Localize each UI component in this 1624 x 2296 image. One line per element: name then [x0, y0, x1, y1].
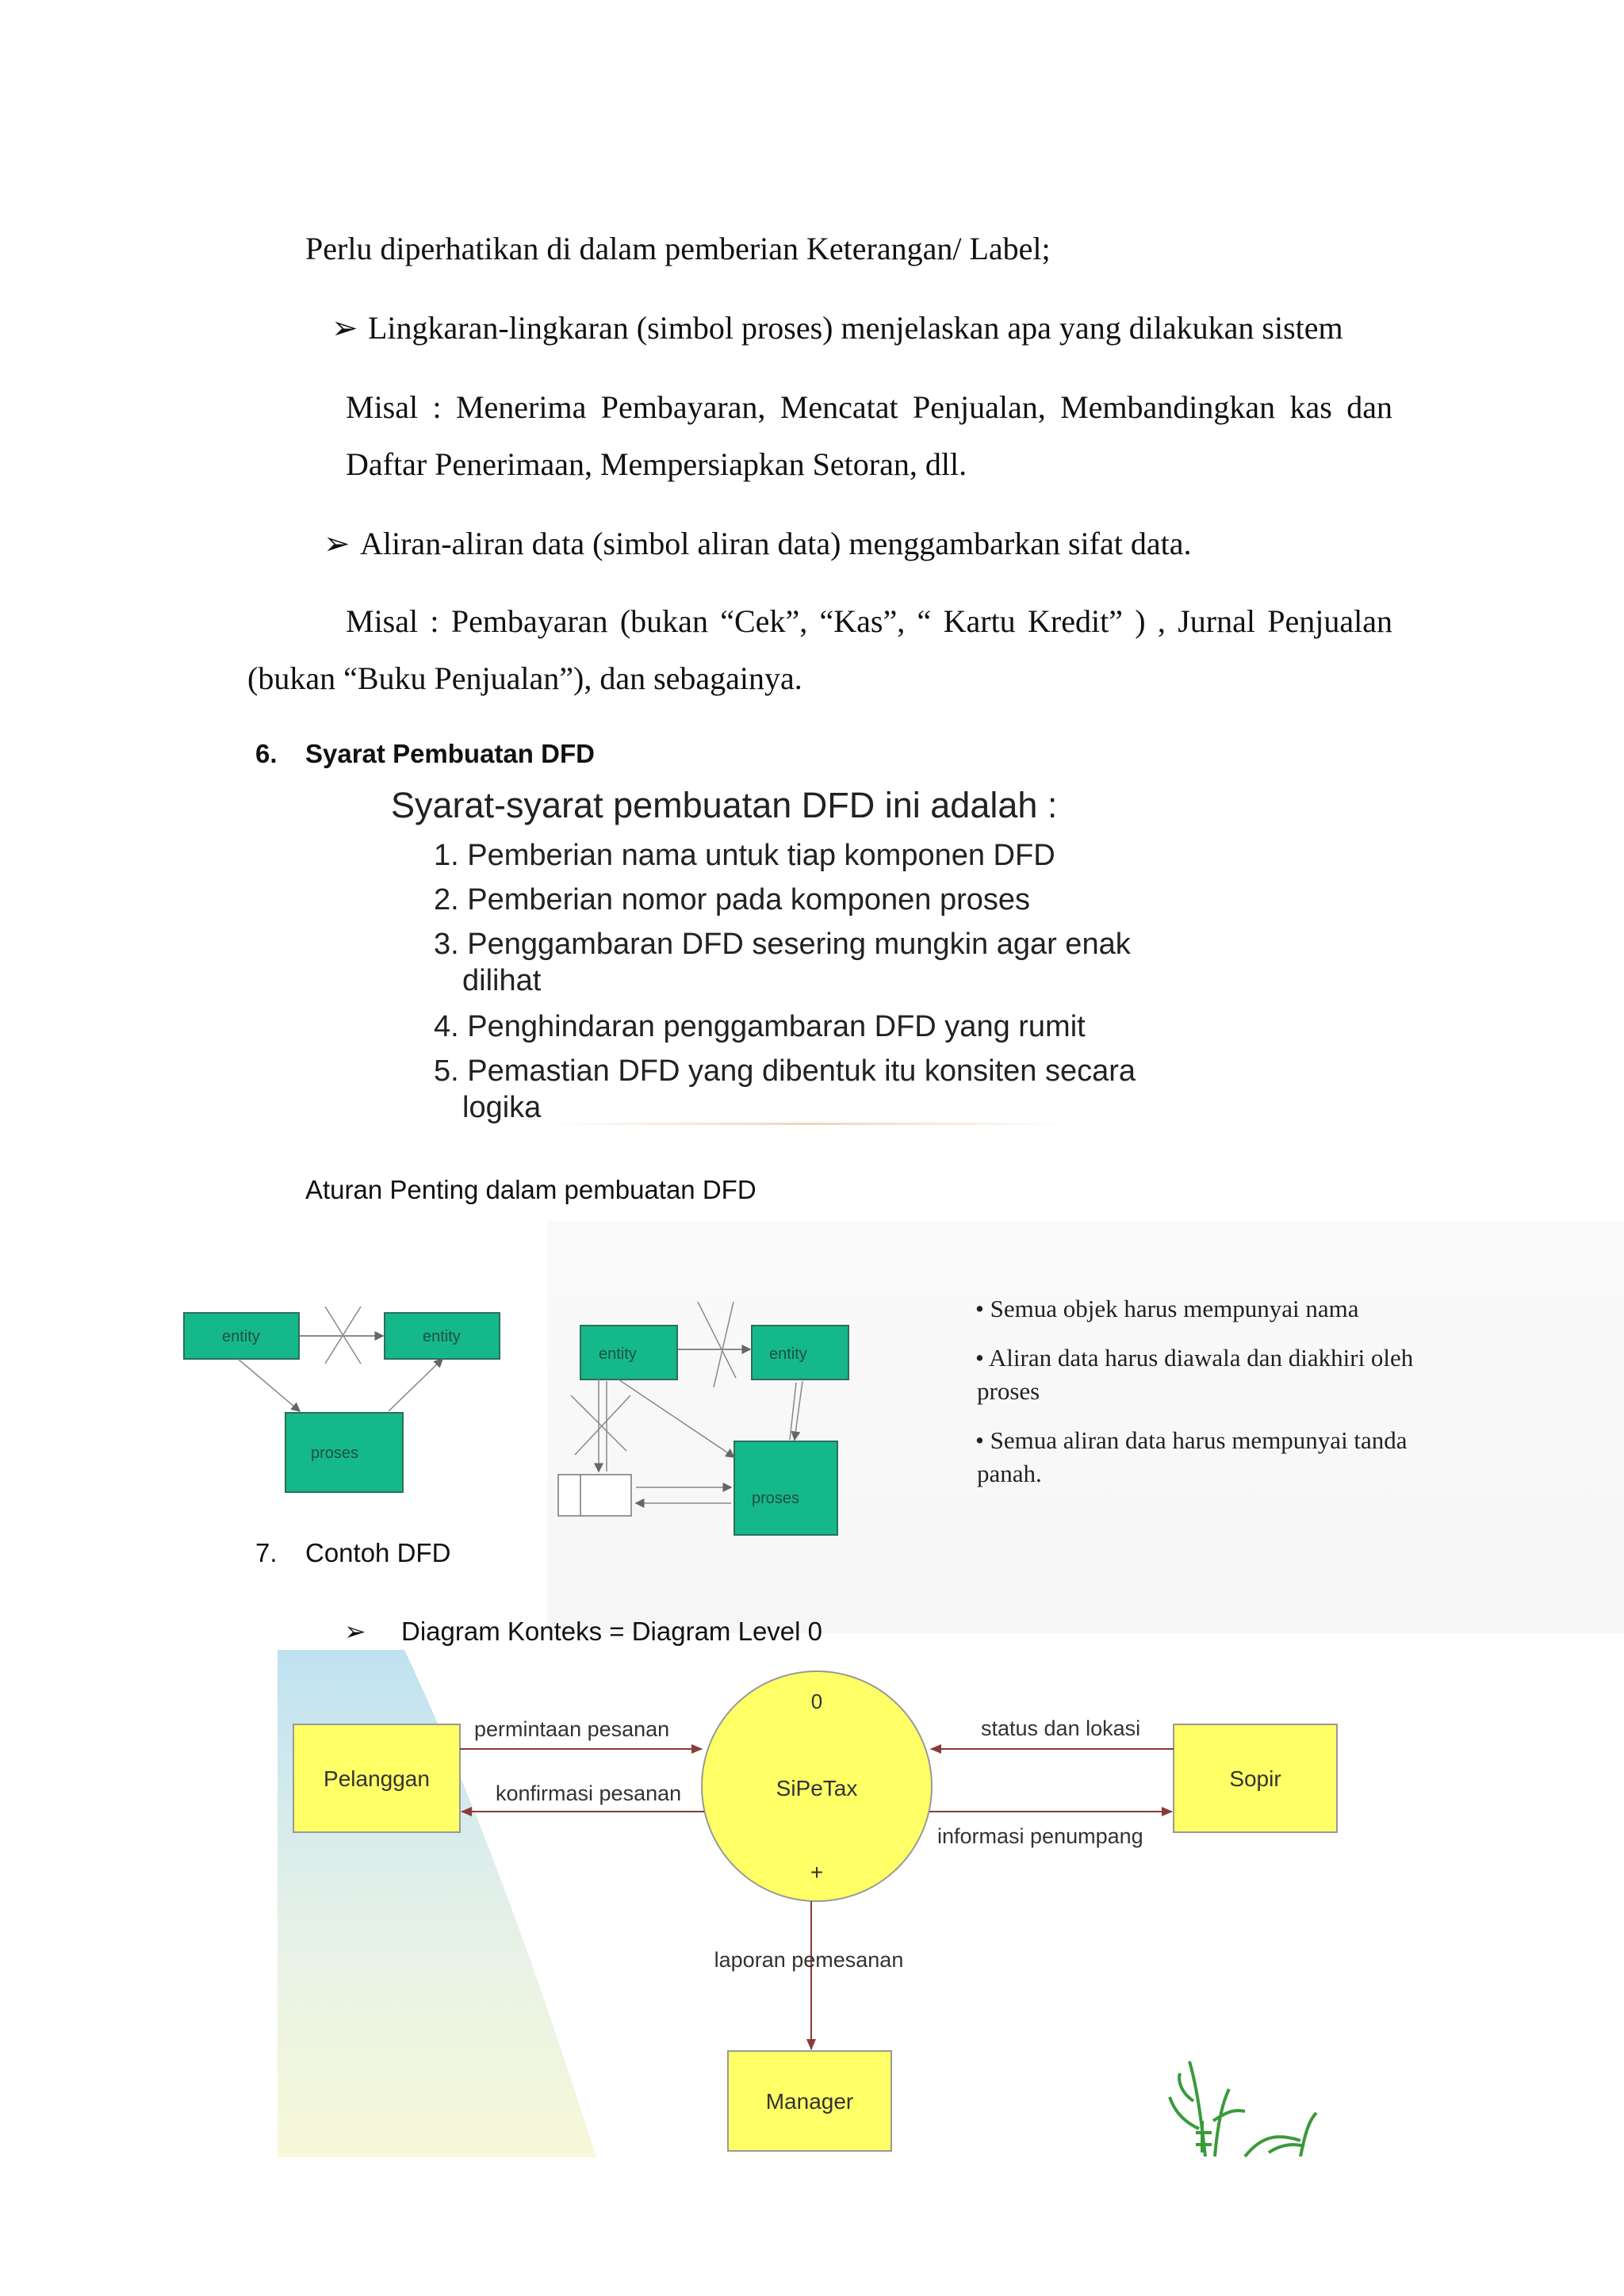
arrow-bullet-icon: ➢	[324, 526, 350, 561]
data-store	[558, 1475, 631, 1516]
entity-label: entity	[769, 1345, 807, 1363]
cross-line	[698, 1302, 736, 1378]
plant-decoration	[1170, 2061, 1316, 2156]
example-line: Misal : Pembayaran (bukan “Cek”, “Kas”, “ Kartu Kredit” ) , Jurnal Penjualan	[346, 603, 1392, 639]
slide-item: 2. Pemberian nomor pada komponen proses	[434, 883, 1031, 916]
section-7-number: 7.	[255, 1538, 278, 1567]
flow-label: informasi penumpang	[937, 1824, 1143, 1848]
slide-title: Syarat-syarat pembuatan DFD ini adalah :	[391, 785, 1058, 825]
process-label: proses	[311, 1445, 359, 1462]
entity-label: entity	[222, 1328, 260, 1345]
bullet-text: Aliran-aliran data (simbol aliran data) menggambarkan sifat data.	[360, 526, 1192, 561]
flow-label: laporan pemesanan	[714, 1948, 904, 1972]
process-name: SiPeTax	[776, 1776, 858, 1800]
rules-diagram	[174, 1284, 872, 1546]
flow-label: konfirmasi pesanan	[496, 1781, 682, 1805]
slide-item: 3. Penggambaran DFD sesering mungkin agar enak	[434, 928, 1131, 961]
arrow-bullet-icon: ➢	[344, 1617, 366, 1646]
process-box	[734, 1441, 837, 1535]
process-number: 0	[810, 1689, 823, 1713]
rules-heading: Aturan Penting dalam pembuatan DFD	[305, 1175, 756, 1204]
entity-label: entity	[423, 1328, 461, 1345]
example-line: Misal : Menerima Pembayaran, Mencatat Penjualan, Membandingkan kas dan	[346, 389, 1392, 425]
flow-label: status dan lokasi	[981, 1716, 1141, 1740]
entity-label: Manager	[765, 2089, 854, 2114]
rule-item: • Semua aliran data harus mempunyai tanda	[975, 1426, 1408, 1454]
bullet-item-data-flows	[324, 515, 1191, 572]
cross-line	[714, 1302, 733, 1387]
slide-item: 4. Penghindaran penggambaran DFD yang rumit	[434, 1010, 1086, 1043]
rule-item: • Aliran data harus diawala dan diakhiri oleh	[975, 1344, 1414, 1372]
slide-item-continuation: logika	[462, 1091, 542, 1124]
slide-item-continuation: dilihat	[462, 964, 542, 997]
slide-item: 1. Pemberian nama untuk tiap komponen DFD	[434, 839, 1055, 872]
arrow-bullet-icon: ➢	[331, 310, 358, 346]
flow-label: permintaan pesanan	[474, 1717, 670, 1741]
bullet-text: Diagram Konteks = Diagram Level 0	[401, 1617, 822, 1646]
rule-item-continuation: proses	[977, 1377, 1040, 1405]
section-6-number: 6.	[255, 739, 278, 768]
bullet-item-process-circles	[331, 300, 1343, 357]
flow-arrow	[619, 1380, 734, 1457]
section-6-title: Syarat Pembuatan DFD	[305, 739, 595, 768]
bullet-item-context-diagram	[344, 1616, 822, 1647]
section-7-title: Contoh DFD	[305, 1538, 451, 1567]
rule-item-continuation: panah.	[977, 1460, 1042, 1487]
example-line: Daftar Penerimaan, Mempersiapkan Setoran, dll.	[346, 446, 967, 482]
entity-label: Pelanggan	[324, 1766, 430, 1791]
flow-arrow	[389, 1359, 442, 1411]
label-intro: Perlu diperhatikan di dalam pemberian Keterangan/ Label;	[305, 231, 1051, 266]
slide-underline	[551, 1123, 1067, 1125]
entity-label: Sopir	[1229, 1766, 1281, 1791]
requirements-slide	[385, 785, 1178, 1126]
example-line: (bukan “Buku Penjualan”), dan sebagainya.	[247, 660, 802, 696]
flow-arrow	[238, 1359, 300, 1411]
rule-item: • Semua objek harus mempunyai nama	[975, 1295, 1359, 1322]
process-label: proses	[752, 1490, 800, 1507]
entity-label: entity	[599, 1345, 637, 1363]
process-plus: +	[810, 1860, 824, 1885]
slide-item: 5. Pemastian DFD yang dibentuk itu konsiten secara	[434, 1054, 1136, 1088]
context-diagram	[270, 1645, 1380, 2168]
bullet-text: Lingkaran-lingkaran (simbol proses) menjelaskan apa yang dilakukan sistem	[368, 310, 1343, 346]
